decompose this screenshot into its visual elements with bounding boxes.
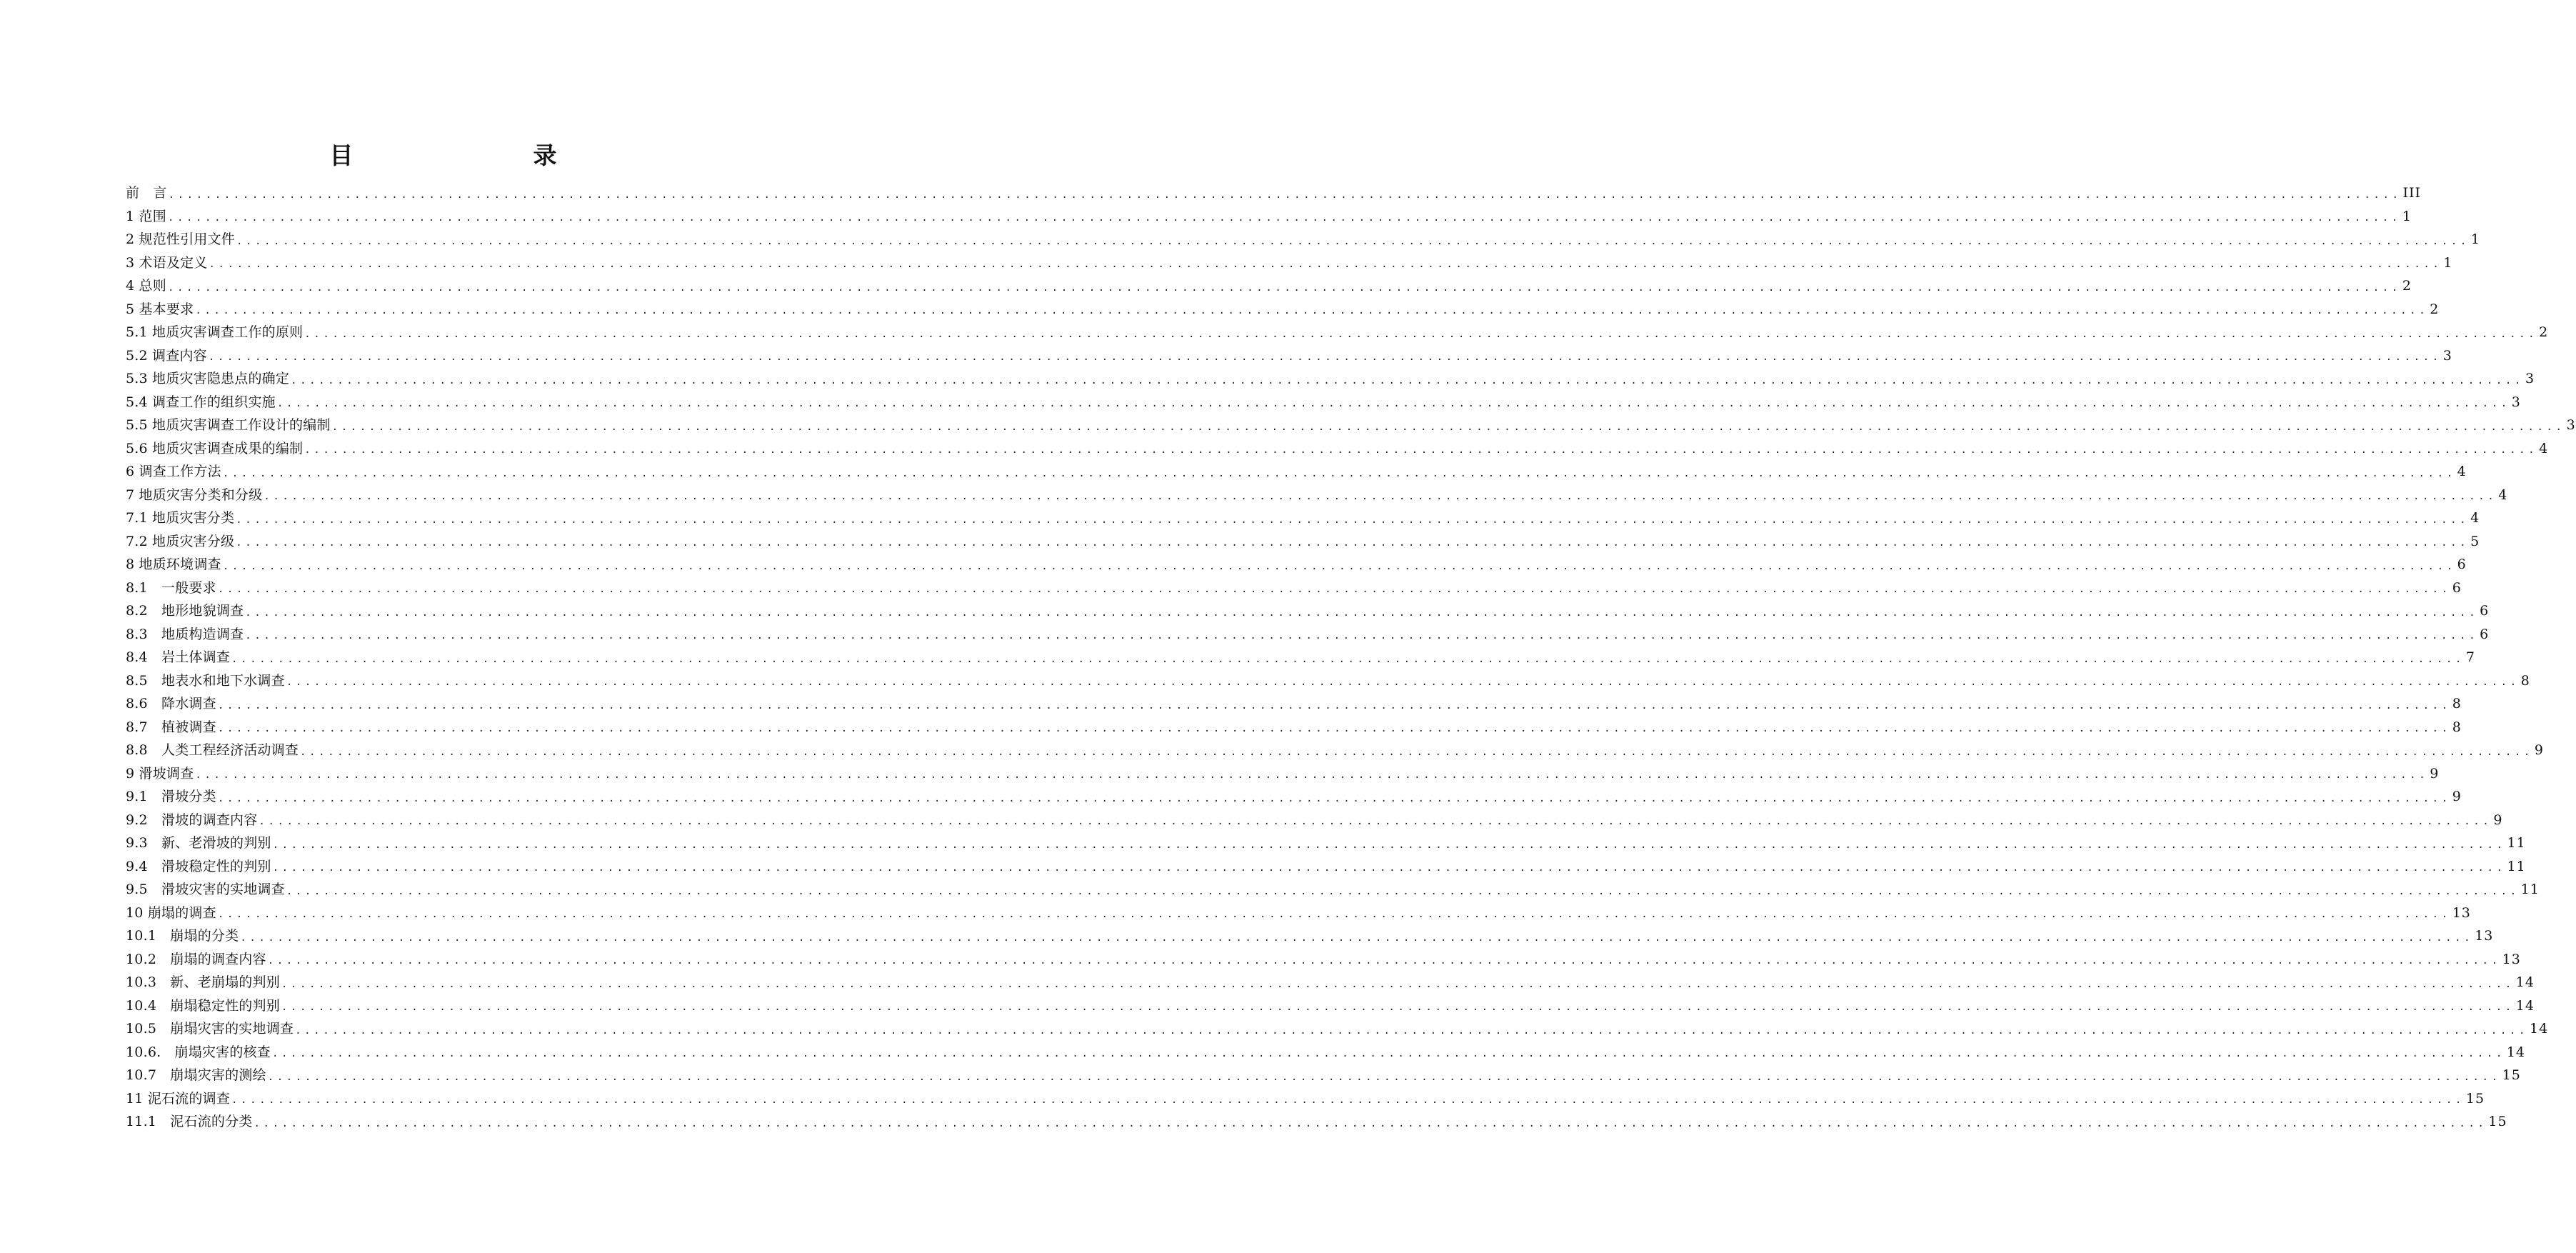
toc-entry[interactable] bbox=[126, 948, 2521, 972]
toc-entry-page-number: 9 bbox=[2452, 789, 2462, 804]
toc-leader-dots: ................................................................................................................................................................................................................................................ bbox=[281, 978, 2515, 990]
toc-leader-dots: ................................................................................................................................................................................................................................................ bbox=[195, 305, 2429, 316]
toc-leader-dots: ................................................................................................................................................................................................................................................ bbox=[267, 955, 2501, 967]
toc-title: 目 录 bbox=[329, 141, 601, 169]
toc-entry-label: 7.1 地质灾害分类 bbox=[126, 510, 235, 526]
toc-entry-label: 10.4 崩塌稳定性的判别 bbox=[126, 997, 280, 1014]
table-of-contents bbox=[126, 181, 2576, 1134]
toc-entry[interactable] bbox=[126, 1064, 2521, 1087]
toc-entry-page-number: 3 bbox=[2525, 371, 2535, 386]
toc-entry-page-number: 15 bbox=[2488, 1114, 2507, 1129]
toc-entry[interactable] bbox=[126, 251, 2453, 275]
toc-leader-dots: ................................................................................................................................................................................................................................................ bbox=[222, 560, 2456, 572]
toc-entry[interactable] bbox=[126, 716, 2462, 739]
toc-entry[interactable] bbox=[126, 994, 2535, 1018]
toc-entry-page-number: III bbox=[2402, 185, 2422, 201]
toc-entry-page-number: 6 bbox=[2452, 579, 2462, 596]
toc-entry[interactable] bbox=[126, 460, 2467, 484]
toc-entry[interactable] bbox=[126, 739, 2545, 762]
toc-entry-page-number: 3 bbox=[2566, 417, 2576, 433]
toc-entry[interactable] bbox=[126, 321, 2549, 344]
toc-leader-dots: ................................................................................................................................................................................................................................................ bbox=[236, 537, 2470, 549]
toc-leader-dots: ................................................................................................................................................................................................................................................ bbox=[167, 281, 2401, 294]
toc-entry-label: 8.6 降水调查 bbox=[126, 696, 216, 712]
toc-entry-page-number: 7 bbox=[2465, 649, 2476, 665]
toc-entry-page-number: 14 bbox=[2530, 1021, 2549, 1037]
toc-entry-label: 9.5 滑坡灾害的实地调查 bbox=[126, 882, 285, 897]
toc-entry[interactable] bbox=[126, 669, 2530, 693]
toc-leader-dots: ................................................................................................................................................................................................................................................ bbox=[245, 606, 2479, 619]
toc-entry-label: 10.2 崩塌的调查内容 bbox=[126, 951, 266, 967]
toc-leader-dots: ................................................................................................................................................................................................................................................ bbox=[168, 189, 2402, 201]
toc-entry[interactable] bbox=[126, 1110, 2507, 1134]
toc-entry-page-number: 2 bbox=[2430, 301, 2440, 317]
toc-entry-page-number: 4 bbox=[2539, 440, 2549, 456]
toc-entry[interactable] bbox=[126, 274, 2412, 298]
toc-entry-label: 5.4 调查工作的组织实施 bbox=[126, 394, 276, 410]
toc-entry-label: 10.7 崩塌灾害的测绘 bbox=[126, 1067, 266, 1083]
toc-leader-dots: ................................................................................................................................................................................................................................................ bbox=[236, 514, 2470, 526]
toc-entry-page-number: 6 bbox=[2480, 603, 2490, 619]
toc-leader-dots: ................................................................................................................................................................................................................................................ bbox=[271, 1048, 2505, 1059]
toc-leader-dots: ................................................................................................................................................................................................................................................ bbox=[217, 723, 2451, 734]
toc-entry-label: 5.5 地质灾害调查工作设计的编制 bbox=[126, 417, 331, 433]
toc-leader-dots: ................................................................................................................................................................................................................................................ bbox=[209, 259, 2442, 270]
toc-leader-dots: ................................................................................................................................................................................................................................................ bbox=[264, 491, 2497, 502]
toc-entry[interactable] bbox=[126, 228, 2480, 251]
toc-entry-page-number: 11 bbox=[2507, 858, 2526, 874]
toc-leader-dots: ................................................................................................................................................................................................................................................ bbox=[286, 677, 2520, 688]
toc-entry-page-number: 4 bbox=[2470, 510, 2480, 526]
toc-entry-label: 8.1 一般要求 bbox=[126, 579, 216, 596]
toc-leader-dots: ................................................................................................................................................................................................................................................ bbox=[304, 328, 2538, 340]
toc-leader-dots: ................................................................................................................................................................................................................................................ bbox=[272, 862, 2506, 874]
toc-leader-dots: ................................................................................................................................................................................................................................................ bbox=[245, 630, 2479, 642]
toc-entry-page-number: 1 bbox=[2443, 254, 2453, 271]
toc-entry-page-number: 14 bbox=[2515, 997, 2535, 1014]
toc-entry-label: 4 总则 bbox=[126, 278, 166, 294]
toc-entry-label: 10.5 崩塌灾害的实地调查 bbox=[126, 1021, 294, 1037]
toc-entry-label: 10.1 崩塌的分类 bbox=[126, 928, 239, 944]
toc-entry-page-number: 11 bbox=[2507, 835, 2526, 851]
toc-entry-label: 5 基本要求 bbox=[126, 301, 194, 317]
toc-entry-label: 8.2 地形地貌调查 bbox=[126, 603, 244, 619]
toc-leader-dots: ................................................................................................................................................................................................................................................ bbox=[291, 374, 2524, 386]
toc-entry-label: 5.2 调查内容 bbox=[126, 347, 207, 364]
toc-entry-label: 10 崩塌的调查 bbox=[126, 904, 216, 921]
toc-entry-page-number: 13 bbox=[2475, 928, 2494, 944]
toc-leader-dots: ................................................................................................................................................................................................................................................ bbox=[267, 1071, 2501, 1083]
toc-entry-label: 1 范围 bbox=[126, 208, 166, 224]
toc-entry[interactable] bbox=[126, 971, 2535, 994]
toc-entry[interactable] bbox=[126, 924, 2494, 948]
toc-leader-dots: ................................................................................................................................................................................................................................................ bbox=[259, 816, 2492, 827]
toc-entry-page-number: 13 bbox=[2502, 951, 2521, 967]
toc-entry[interactable] bbox=[126, 855, 2526, 879]
toc-entry-label: 8.7 植被调查 bbox=[126, 719, 216, 735]
toc-entry[interactable] bbox=[126, 344, 2452, 368]
toc-leader-dots: ................................................................................................................................................................................................................................................ bbox=[236, 235, 2470, 247]
toc-entry[interactable] bbox=[126, 181, 2422, 205]
toc-entry[interactable] bbox=[126, 530, 2480, 554]
toc-entry[interactable] bbox=[126, 1087, 2485, 1111]
toc-entry-label: 2 规范性引用文件 bbox=[126, 231, 235, 247]
toc-leader-dots: ................................................................................................................................................................................................................................................ bbox=[217, 584, 2451, 595]
toc-leader-dots: ................................................................................................................................................................................................................................................ bbox=[217, 792, 2451, 804]
toc-entry-label: 9.1 滑坡分类 bbox=[126, 789, 216, 804]
toc-entry[interactable] bbox=[126, 878, 2540, 902]
toc-entry[interactable] bbox=[126, 437, 2549, 461]
toc-leader-dots: ................................................................................................................................................................................................................................................ bbox=[222, 467, 2456, 479]
toc-entry-label: 8.4 岩土体调查 bbox=[126, 649, 231, 665]
toc-entry-label: 8.3 地质构造调查 bbox=[126, 626, 244, 642]
toc-entry-label: 9.4 滑坡稳定性的判别 bbox=[126, 858, 271, 874]
toc-entry[interactable] bbox=[126, 484, 2508, 507]
toc-entry[interactable] bbox=[126, 205, 2412, 229]
toc-entry-label: 9.2 滑坡的调查内容 bbox=[126, 812, 258, 828]
toc-entry[interactable] bbox=[126, 553, 2467, 576]
toc-entry[interactable] bbox=[126, 414, 2576, 437]
toc-entry-label: 9.3 新、老滑坡的判别 bbox=[126, 835, 271, 851]
toc-entry-label: 11.1 泥石流的分类 bbox=[126, 1114, 253, 1129]
toc-entry[interactable] bbox=[126, 762, 2440, 786]
toc-entry-page-number: 9 bbox=[2534, 742, 2545, 758]
toc-entry-page-number: 9 bbox=[2430, 765, 2440, 782]
toc-entry[interactable] bbox=[126, 391, 2521, 414]
toc-entry[interactable] bbox=[126, 646, 2476, 669]
toc-entry-label: 11 泥石流的调查 bbox=[126, 1090, 231, 1107]
toc-entry[interactable] bbox=[126, 506, 2480, 530]
toc-entry-page-number: 13 bbox=[2452, 904, 2471, 921]
toc-entry-label: 5.6 地质灾害调查成果的编制 bbox=[126, 440, 304, 456]
toc-leader-dots: ................................................................................................................................................................................................................................................ bbox=[276, 398, 2510, 409]
toc-leader-dots: ................................................................................................................................................................................................................................................ bbox=[254, 1117, 2487, 1129]
toc-entry[interactable] bbox=[126, 809, 2503, 832]
toc-entry[interactable] bbox=[126, 1017, 2549, 1041]
toc-leader-dots: ................................................................................................................................................................................................................................................ bbox=[295, 1024, 2528, 1037]
toc-entry[interactable] bbox=[126, 298, 2440, 321]
toc-entry-label: 9 滑坡调查 bbox=[126, 765, 194, 782]
toc-entry[interactable] bbox=[126, 1041, 2526, 1064]
toc-entry-label: 前 言 bbox=[126, 185, 167, 201]
toc-entry-page-number: 6 bbox=[2480, 626, 2490, 642]
toc-leader-dots: ................................................................................................................................................................................................................................................ bbox=[208, 351, 2442, 363]
toc-entry-label: 5.1 地质灾害调查工作的原则 bbox=[126, 324, 304, 340]
toc-leader-dots: ................................................................................................................................................................................................................................................ bbox=[217, 699, 2451, 712]
toc-leader-dots: ................................................................................................................................................................................................................................................ bbox=[304, 444, 2538, 456]
toc-leader-dots: ................................................................................................................................................................................................................................................ bbox=[195, 769, 2429, 781]
toc-entry[interactable] bbox=[126, 692, 2462, 716]
toc-entry-label: 8 地质环境调查 bbox=[126, 556, 221, 572]
toc-entry-label: 7 地质灾害分类和分级 bbox=[126, 486, 263, 503]
toc-entry-page-number: 8 bbox=[2520, 672, 2530, 689]
toc-entry-label: 10.6. 崩塌灾害的核查 bbox=[126, 1044, 271, 1060]
toc-entry-page-number: 6 bbox=[2457, 556, 2467, 572]
toc-leader-dots: ................................................................................................................................................................................................................................................ bbox=[231, 653, 2465, 665]
toc-entry-page-number: 1 bbox=[2402, 208, 2412, 224]
toc-entry-label: 8.5 地表水和地下水调查 bbox=[126, 672, 285, 689]
toc-entry-page-number: 4 bbox=[2498, 486, 2508, 503]
toc-entry-page-number: 1 bbox=[2470, 231, 2480, 247]
toc-entry[interactable] bbox=[126, 599, 2490, 623]
toc-entry[interactable] bbox=[126, 367, 2535, 391]
toc-entry-page-number: 2 bbox=[2402, 278, 2412, 294]
toc-leader-dots: ................................................................................................................................................................................................................................................ bbox=[167, 212, 2401, 224]
toc-entry-label: 5.3 地质灾害隐患点的确定 bbox=[126, 371, 290, 386]
toc-entry-page-number: 9 bbox=[2493, 812, 2503, 828]
toc-entry[interactable] bbox=[126, 785, 2462, 809]
toc-entry-label: 7.2 地质灾害分级 bbox=[126, 533, 235, 549]
toc-entry-page-number: 5 bbox=[2470, 533, 2480, 549]
toc-leader-dots: ................................................................................................................................................................................................................................................ bbox=[272, 839, 2506, 851]
toc-entry[interactable] bbox=[126, 576, 2462, 600]
toc-entry-page-number: 15 bbox=[2502, 1067, 2521, 1083]
toc-entry-label: 3 术语及定义 bbox=[126, 254, 208, 271]
toc-entry-page-number: 3 bbox=[2442, 347, 2452, 364]
toc-leader-dots: ................................................................................................................................................................................................................................................ bbox=[286, 885, 2520, 897]
toc-entry[interactable] bbox=[126, 623, 2490, 647]
toc-entry-page-number: 2 bbox=[2539, 324, 2549, 340]
toc-entry-page-number: 14 bbox=[2506, 1044, 2526, 1060]
toc-entry-label: 10.3 新、老崩塌的判别 bbox=[126, 974, 280, 990]
toc-entry-page-number: 15 bbox=[2465, 1090, 2485, 1107]
toc-leader-dots: ................................................................................................................................................................................................................................................ bbox=[231, 1094, 2465, 1106]
toc-leader-dots: ................................................................................................................................................................................................................................................ bbox=[240, 932, 2474, 944]
toc-leader-dots: ................................................................................................................................................................................................................................................ bbox=[300, 746, 2533, 758]
toc-entry-label: 6 调查工作方法 bbox=[126, 464, 221, 479]
toc-entry-page-number: 8 bbox=[2452, 696, 2462, 712]
toc-entry-page-number: 3 bbox=[2511, 394, 2521, 410]
toc-leader-dots: ................................................................................................................................................................................................................................................ bbox=[281, 1002, 2515, 1013]
toc-entry-page-number: 4 bbox=[2457, 464, 2467, 479]
toc-entry-page-number: 14 bbox=[2515, 974, 2535, 990]
toc-entry[interactable] bbox=[126, 832, 2526, 855]
toc-entry[interactable] bbox=[126, 902, 2471, 925]
toc-leader-dots: ................................................................................................................................................................................................................................................ bbox=[331, 421, 2565, 433]
toc-entry-page-number: 11 bbox=[2520, 882, 2540, 897]
toc-entry-page-number: 8 bbox=[2452, 719, 2462, 735]
toc-entry-label: 8.8 人类工程经济活动调查 bbox=[126, 742, 299, 758]
toc-leader-dots: ................................................................................................................................................................................................................................................ bbox=[217, 909, 2451, 920]
